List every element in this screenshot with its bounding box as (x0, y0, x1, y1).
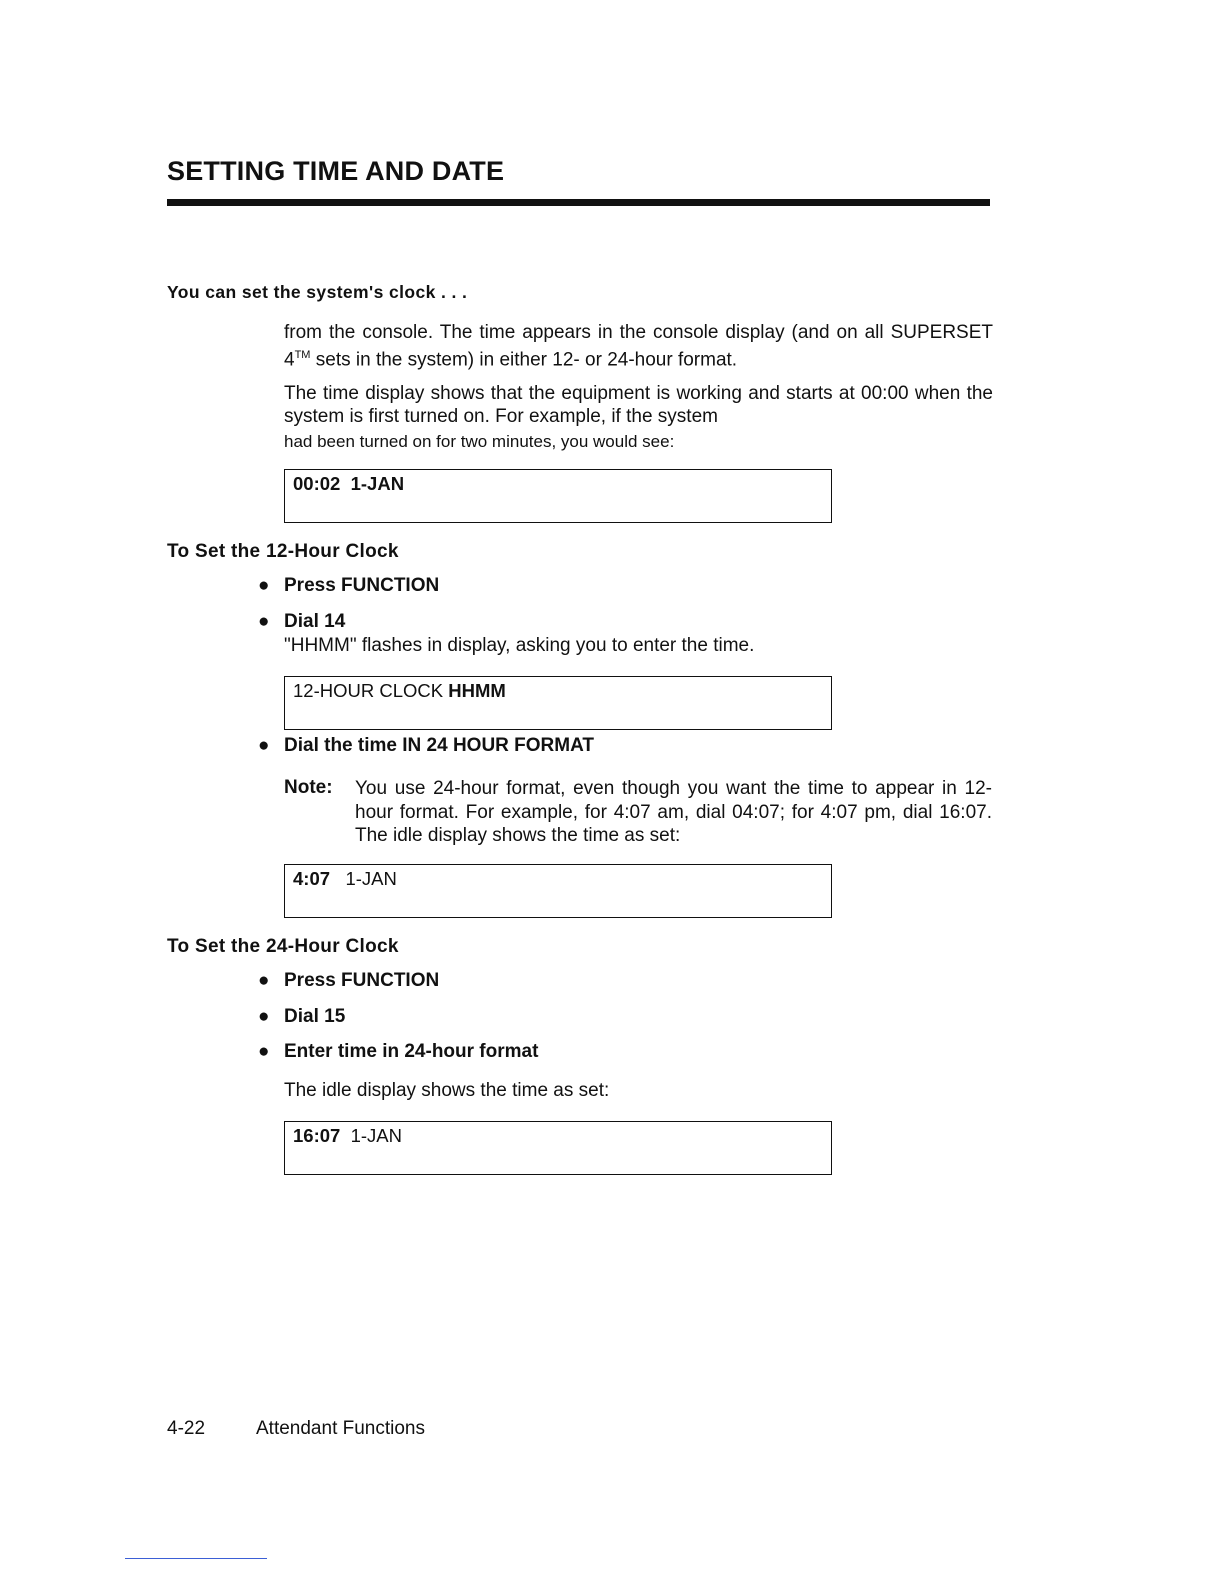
step-label: Press FUNCTION (284, 575, 440, 596)
bullet-icon: ● (258, 611, 270, 632)
display-time: 00:02 (293, 473, 341, 494)
display-example-startup (284, 469, 832, 523)
scan-edge-line (125, 1558, 267, 1559)
page-number: 4-22 (167, 1418, 206, 1439)
intro-paragraph-1 (284, 321, 993, 371)
step-dial-time-24 (258, 735, 594, 757)
step-press-function-24 (258, 970, 439, 992)
section-heading-12-hour: To Set the 12-Hour Clock (167, 541, 399, 562)
display-date: 1-JAN (350, 473, 405, 494)
intro-paragraph-2: The time display shows that the equipment is working and starts at 00:00 when the system is first turned on. For example, if the system (284, 383, 993, 427)
trademark-mark: TM (294, 349, 311, 361)
chapter-title: Attendant Functions (256, 1418, 425, 1439)
display-time: 4:07 (293, 868, 331, 889)
display-time: 16:07 (293, 1125, 341, 1146)
step-dial-15 (258, 1006, 345, 1028)
intro-paragraph-2-end: had been turned on for two minutes, you would see: (284, 432, 675, 451)
step-press-function-12 (258, 575, 439, 597)
page-title: SETTING TIME AND DATE (167, 156, 505, 186)
intro-p1-text-a: from the console. The time appears in the console display (and on all SUPERSET 4 (284, 322, 993, 371)
step-dial-14 (258, 611, 345, 633)
display-date: 1-JAN (350, 1125, 403, 1146)
section-heading-24-hour: To Set the 24-Hour Clock (167, 936, 399, 957)
bullet-icon: ● (258, 575, 270, 596)
step-label: Press FUNCTION (284, 970, 440, 991)
step-enter-time (258, 1041, 538, 1063)
step-label: Dial 15 (284, 1006, 346, 1027)
intro-lead: You can set the system's clock . . . (167, 282, 468, 302)
bullet-icon: ● (258, 1041, 270, 1062)
display-date: 1-JAN (345, 868, 397, 889)
title-rule (167, 199, 990, 206)
section24-description: The idle display shows the time as set: (284, 1080, 610, 1101)
display-prompt: HHMM (448, 680, 506, 701)
bullet-icon: ● (258, 1006, 270, 1027)
step-label: Dial the time IN 24 HOUR FORMAT (284, 735, 595, 756)
display-prefix: 12-HOUR CLOCK (293, 680, 444, 701)
step-label: Enter time in 24-hour format (284, 1041, 539, 1062)
step-label: Dial 14 (284, 611, 346, 632)
step-dial-14-description: "HHMM" flashes in display, asking you to enter the time. (284, 635, 755, 656)
display-example-12-hour-prompt (284, 676, 832, 730)
display-example-24-hour-result (284, 1121, 832, 1175)
display-example-12-hour-result (284, 864, 832, 918)
bullet-icon: ● (258, 735, 270, 756)
note-label: Note: (284, 777, 333, 798)
bullet-icon: ● (258, 970, 270, 991)
note-text: You use 24-hour format, even though you want the time to appear in 12-hour format. For example, for 4:07 am, dial 04:07; for 4:07 pm, dial 16:07. The idle display shows the time as set: (355, 778, 992, 846)
intro-p1-text-b: sets in the system) in either 12- or 24-hour format. (310, 349, 738, 371)
